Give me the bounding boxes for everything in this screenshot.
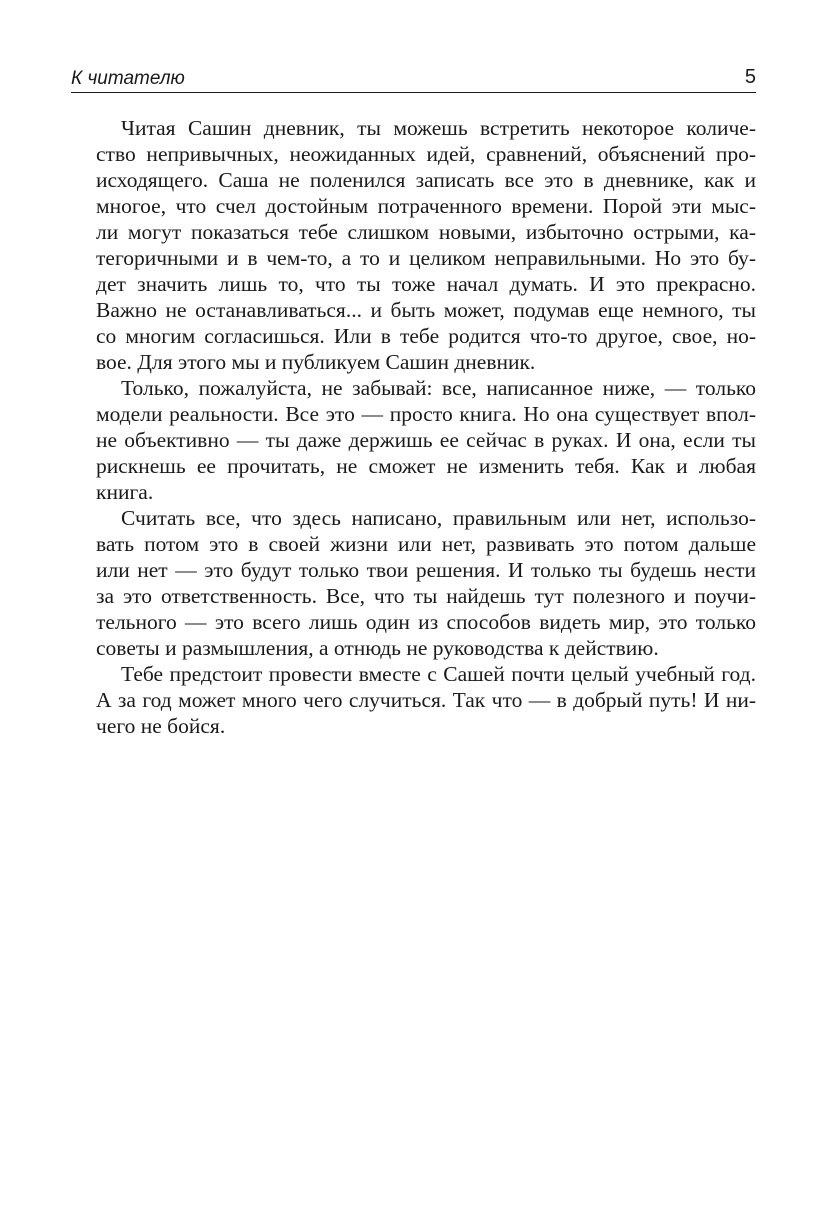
text-line: многое, что счел достойным потраченного времени. Порой эти мыс- bbox=[96, 194, 756, 218]
text-line: Считать все, что здесь написано, правильным или нет, использо- bbox=[121, 506, 756, 530]
text-line: вать потом это в своей жизни или нет, развивать это потом дальше bbox=[96, 532, 756, 556]
body-text bbox=[71, 115, 756, 739]
text-line: Читая Сашин дневник, ты можешь встретить некоторое количе- bbox=[121, 116, 756, 140]
running-header bbox=[71, 66, 756, 93]
text-line: со многим согласишься. Или в тебе родится что-то другое, свое, но- bbox=[96, 324, 756, 348]
text-line: ли могут показаться тебе слишком новыми, избыточно острыми, ка- bbox=[96, 220, 756, 244]
text-line: дет значить лишь то, что ты тоже начал думать. И это прекрасно. bbox=[96, 272, 756, 296]
text-line: Тебе предстоит провести вместе с Сашей почти целый учебный год. bbox=[121, 662, 756, 686]
text-line: советы и размышления, а отнюдь не руководства к действию. bbox=[96, 636, 659, 660]
text-line: ство непривычных, неожиданных идей, сравнений, объяснений про- bbox=[96, 142, 756, 166]
page-number: 5 bbox=[744, 66, 756, 88]
text-line: Важно не останавливаться... и быть может, подумав еще немного, ты bbox=[96, 298, 756, 322]
text-line: модели реальности. Все это — просто книга. Но она существует впол- bbox=[96, 402, 756, 426]
paragraph bbox=[71, 375, 756, 505]
text-line: или нет — это будут только твои решения. И только ты будешь нести bbox=[96, 558, 756, 582]
text-line: за это ответственность. Все, что ты найдешь тут полезного и поучи- bbox=[96, 584, 756, 608]
text-line: книга. bbox=[96, 480, 154, 504]
text-line: тегоричными и в чем-то, а то и целиком неправильными. Но это бу- bbox=[96, 246, 756, 270]
paragraph bbox=[71, 505, 756, 661]
paragraph bbox=[71, 115, 756, 375]
text-line: не объективно — ты даже держишь ее сейчас в руках. И она, если ты bbox=[96, 428, 756, 452]
text-line: чего не бойся. bbox=[96, 714, 226, 738]
text-line: исходящего. Саша не поленился записать все это в дневнике, как и bbox=[96, 168, 756, 192]
text-line: рискнешь ее прочитать, не сможет не изменить тебя. Как и любая bbox=[96, 454, 756, 478]
text-line: Только, пожалуйста, не забывай: все, написанное ниже, — только bbox=[121, 376, 756, 400]
section-title: К читателю bbox=[71, 68, 185, 89]
text-line: вое. Для этого мы и публикуем Сашин дневник. bbox=[96, 350, 536, 374]
text-line: тельного — это всего лишь один из способов видеть мир, это только bbox=[96, 610, 756, 634]
paragraph bbox=[71, 661, 756, 739]
text-line: А за год может много чего случиться. Так что — в добрый путь! И ни- bbox=[96, 688, 756, 712]
